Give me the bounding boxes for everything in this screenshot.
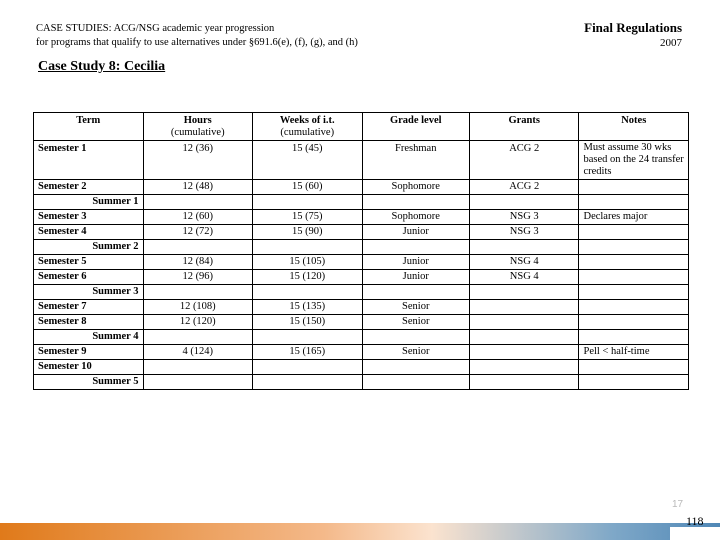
- cell-notes: [579, 255, 689, 270]
- cell-grants: NSG 3: [469, 225, 579, 240]
- cell-weeks: [253, 360, 363, 375]
- cell-weeks: 15 (165): [253, 345, 363, 360]
- cell-weeks: [253, 195, 363, 210]
- table-row: [34, 375, 689, 390]
- cell-grade: [362, 375, 469, 390]
- cell-notes: Pell < half-time: [579, 345, 689, 360]
- cell-grants: [469, 195, 579, 210]
- cell-grants: [469, 345, 579, 360]
- header-right-year: 2007: [660, 37, 682, 49]
- cell-hours: 4 (124): [143, 345, 253, 360]
- table-row: [34, 210, 689, 225]
- cell-grade: [362, 360, 469, 375]
- cell-weeks: 15 (135): [253, 300, 363, 315]
- cell-grants: ACG 2: [469, 141, 579, 180]
- cell-notes: Must assume 30 wks based on the 24 transfer credits: [579, 141, 689, 180]
- cell-grade: Freshman: [362, 141, 469, 180]
- cell-hours: [143, 330, 253, 345]
- cell-term: Semester 10: [34, 360, 144, 375]
- cell-term: Semester 5: [34, 255, 144, 270]
- cell-grade: Senior: [362, 300, 469, 315]
- cell-weeks: 15 (150): [253, 315, 363, 330]
- header-right-title: Final Regulations: [584, 20, 682, 35]
- table-row: [34, 180, 689, 195]
- cell-weeks: 15 (105): [253, 255, 363, 270]
- cell-notes: [579, 270, 689, 285]
- cell-grade: [362, 240, 469, 255]
- table-row: [34, 270, 689, 285]
- progression-table: [33, 112, 689, 390]
- header-term: Term: [34, 113, 144, 141]
- cell-weeks: 15 (90): [253, 225, 363, 240]
- header-weeks-label: Weeks of i.t.: [279, 115, 335, 126]
- cell-term: Semester 4: [34, 225, 144, 240]
- cell-grade: Junior: [362, 255, 469, 270]
- table-row: [34, 285, 689, 300]
- footer-gradient-bar: [0, 523, 720, 540]
- cell-notes: [579, 180, 689, 195]
- header-subtitle: [36, 22, 358, 50]
- header-weeks: [253, 113, 363, 141]
- cell-grade: Sophomore: [362, 210, 469, 225]
- cell-grade: [362, 285, 469, 300]
- cell-term: Summer 4: [34, 330, 144, 345]
- header-line-1: CASE STUDIES: ACG/NSG academic year progression: [36, 23, 275, 34]
- cell-hours: 12 (36): [143, 141, 253, 180]
- cell-weeks: 15 (75): [253, 210, 363, 225]
- table-row: [34, 300, 689, 315]
- header-hours-sub: (cumulative): [170, 127, 225, 138]
- cell-term: Semester 3: [34, 210, 144, 225]
- cell-hours: 12 (96): [143, 270, 253, 285]
- slide-number: 17: [672, 499, 684, 510]
- cell-notes: [579, 195, 689, 210]
- cell-grants: [469, 285, 579, 300]
- table-row: [34, 345, 689, 360]
- cell-hours: 12 (120): [143, 315, 253, 330]
- cell-weeks: [253, 330, 363, 345]
- cell-term: Semester 9: [34, 345, 144, 360]
- cell-grade: Sophomore: [362, 180, 469, 195]
- table-row: [34, 360, 689, 375]
- table-row: [34, 141, 689, 180]
- cell-term: Summer 5: [34, 375, 144, 390]
- page-number: 118: [686, 514, 704, 528]
- cell-notes: [579, 330, 689, 345]
- cell-weeks: 15 (45): [253, 141, 363, 180]
- cell-grade: Senior: [362, 345, 469, 360]
- cell-term: Semester 7: [34, 300, 144, 315]
- header-notes: Notes: [579, 113, 689, 141]
- cell-term: Summer 2: [34, 240, 144, 255]
- cell-notes: [579, 240, 689, 255]
- cell-weeks: [253, 285, 363, 300]
- cell-grants: [469, 300, 579, 315]
- cell-hours: 12 (60): [143, 210, 253, 225]
- header-line-2: for programs that qualify to use alternatives under §691.6(e), (f), (g), and (h): [36, 37, 358, 48]
- table-row: [34, 255, 689, 270]
- cell-grants: NSG 4: [469, 255, 579, 270]
- cell-term: Semester 2: [34, 180, 144, 195]
- cell-hours: 12 (84): [143, 255, 253, 270]
- header-grants: Grants: [469, 113, 579, 141]
- cell-grade: Junior: [362, 270, 469, 285]
- cell-term: Semester 1: [34, 141, 144, 180]
- cell-hours: [143, 285, 253, 300]
- cell-weeks: [253, 240, 363, 255]
- table-body: [34, 141, 689, 390]
- cell-hours: [143, 240, 253, 255]
- cell-hours: [143, 360, 253, 375]
- cell-grade: [362, 195, 469, 210]
- cell-grade: Junior: [362, 225, 469, 240]
- header-hours: [143, 113, 253, 141]
- header-hours-label: Hours: [183, 115, 212, 126]
- cell-grants: [469, 360, 579, 375]
- header-right: [584, 20, 682, 50]
- cell-grants: ACG 2: [469, 180, 579, 195]
- cell-grants: [469, 375, 579, 390]
- table-row: [34, 315, 689, 330]
- table-row: [34, 330, 689, 345]
- cell-notes: [579, 300, 689, 315]
- cell-term: Summer 1: [34, 195, 144, 210]
- cell-hours: [143, 375, 253, 390]
- cell-hours: 12 (72): [143, 225, 253, 240]
- cell-hours: 12 (48): [143, 180, 253, 195]
- cell-weeks: 15 (60): [253, 180, 363, 195]
- cell-grade: [362, 330, 469, 345]
- cell-notes: [579, 225, 689, 240]
- cell-notes: [579, 360, 689, 375]
- cell-notes: [579, 285, 689, 300]
- table-row: [34, 195, 689, 210]
- cell-term: Summer 3: [34, 285, 144, 300]
- cell-notes: [579, 375, 689, 390]
- cell-notes: [579, 315, 689, 330]
- table-header-row: [34, 113, 689, 141]
- cell-notes: Declares major: [579, 210, 689, 225]
- header-weeks-sub: (cumulative): [280, 127, 335, 138]
- cell-grants: NSG 3: [469, 210, 579, 225]
- case-study-title: Case Study 8: Cecilia: [38, 59, 166, 74]
- cell-grants: NSG 4: [469, 270, 579, 285]
- cell-grants: [469, 240, 579, 255]
- cell-weeks: 15 (120): [253, 270, 363, 285]
- cell-term: Semester 6: [34, 270, 144, 285]
- cell-weeks: [253, 375, 363, 390]
- cell-term: Semester 8: [34, 315, 144, 330]
- header-grade: Grade level: [362, 113, 469, 141]
- table-row: [34, 240, 689, 255]
- cell-grade: Senior: [362, 315, 469, 330]
- cell-grants: [469, 315, 579, 330]
- cell-hours: [143, 195, 253, 210]
- cell-hours: 12 (108): [143, 300, 253, 315]
- table-row: [34, 225, 689, 240]
- cell-grants: [469, 330, 579, 345]
